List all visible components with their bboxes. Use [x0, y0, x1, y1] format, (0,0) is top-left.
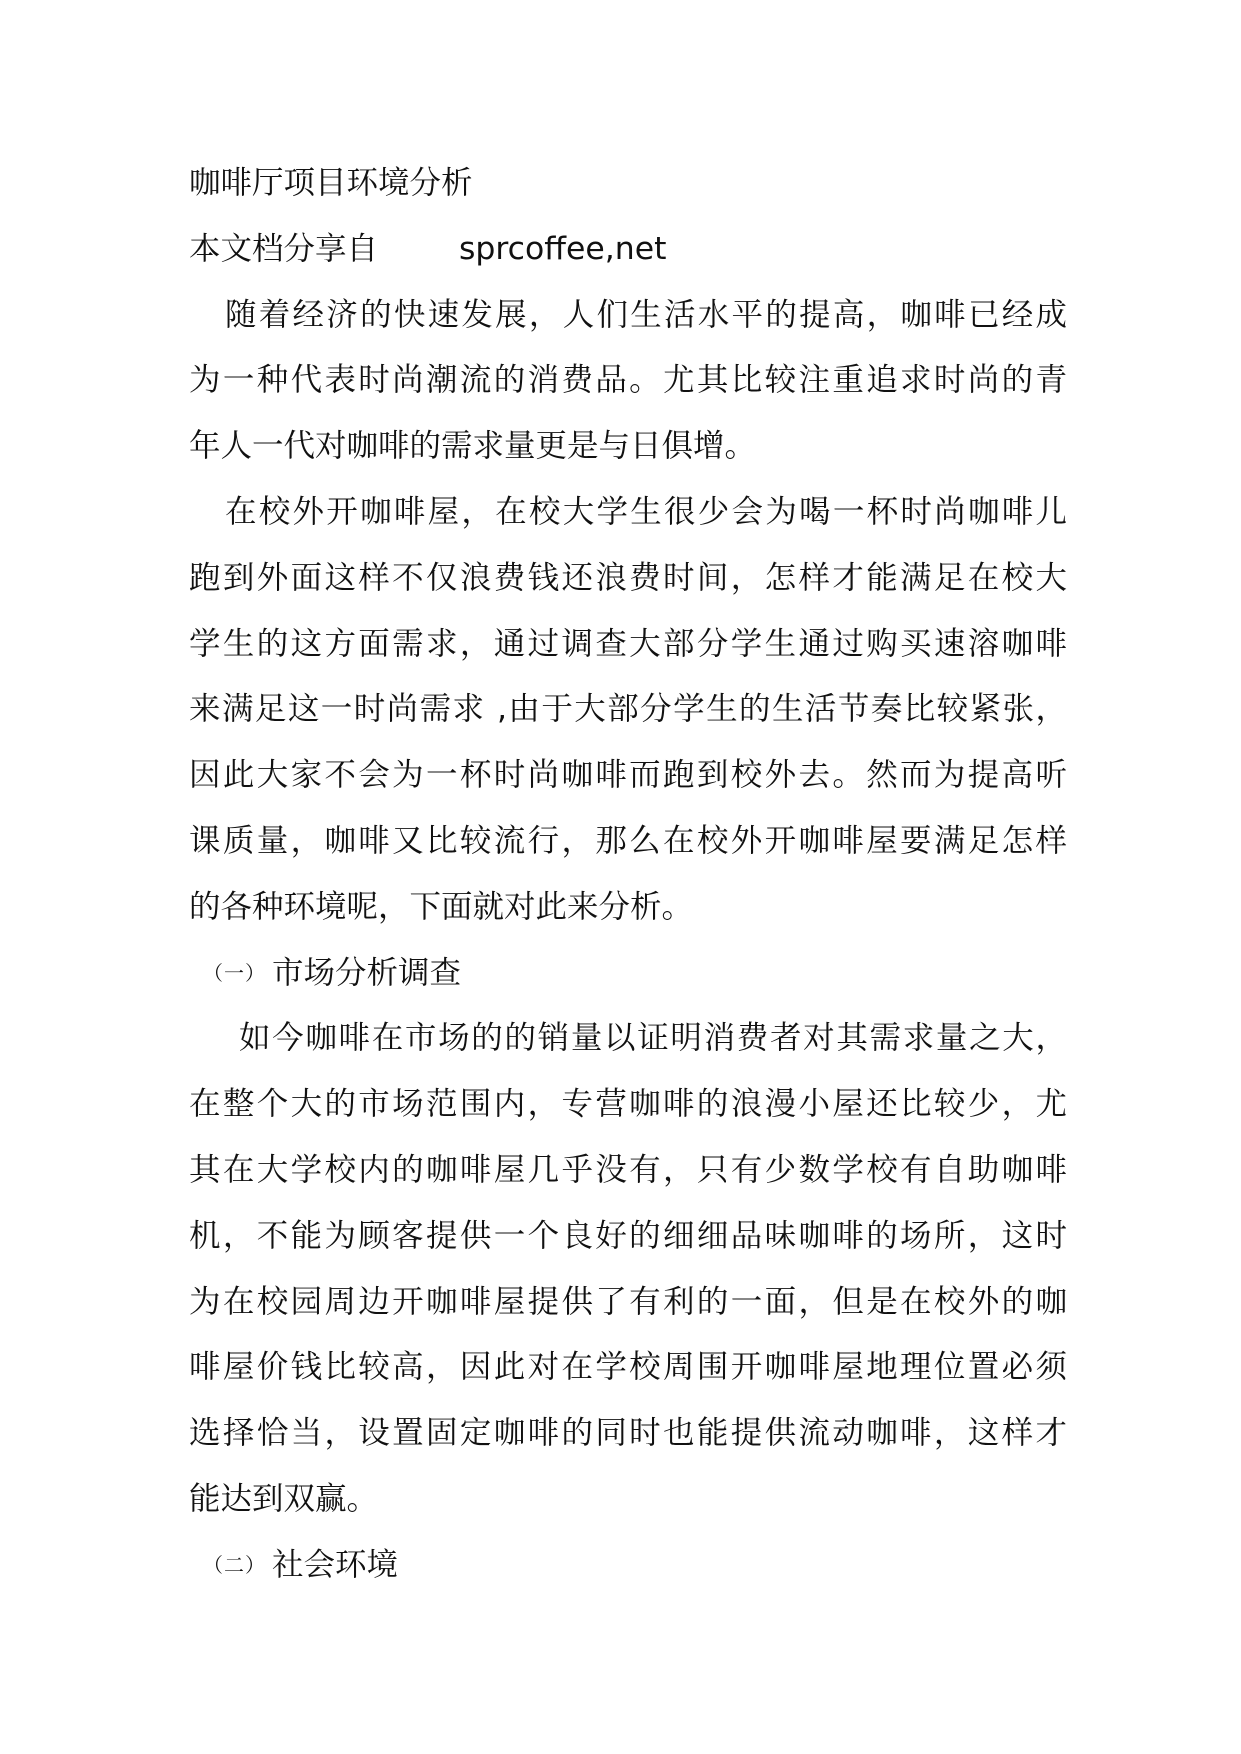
paragraph-line: 为一种代表时尚潮流的消费品。尤其比较注重追求时尚的青	[189, 362, 1067, 399]
heading-number: （一）	[203, 960, 266, 985]
heading-text: 市场分析调查	[272, 954, 462, 991]
document-title: 咖啡厅项目环境分析	[189, 165, 473, 201]
paragraph-line: 机，不能为顾客提供一个良好的细细品味咖啡的场所，这时	[189, 1217, 1067, 1254]
heading-text: 社会环境	[272, 1546, 399, 1583]
paragraph-line: 啡屋价钱比较高，因此对在学校周围开咖啡屋地理位置必须	[189, 1349, 1067, 1386]
paragraph-line: 学生的这方面需求，通过调查大部分学生通过购买速溶咖啡	[189, 625, 1067, 662]
paragraph-line: 来满足这一时尚需求 ,由于大部分学生的生活节奏比较紧张，	[189, 691, 1067, 728]
source-label: 本文档分享自	[189, 230, 379, 267]
paragraph-line: 如今咖啡在市场的的销量以证明消费者对其需求量之大，	[239, 1020, 1067, 1057]
heading-number: （二）	[203, 1552, 266, 1577]
paragraph-line: 因此大家不会为一杯时尚咖啡而跑到校外去。然而为提高听	[189, 757, 1067, 794]
paragraph-line: 课质量，咖啡又比较流行，那么在校外开咖啡屋要满足怎样	[189, 822, 1067, 859]
source-site-link: sprcoffee,net	[459, 230, 667, 267]
paragraph-line: 随着经济的快速发展，人们生活水平的提高，咖啡已经成	[225, 296, 1067, 333]
section-heading	[189, 1533, 1067, 1599]
paragraph	[189, 1006, 1067, 1532]
paragraph-line: 选择恰当，设置固定咖啡的同时也能提供流动咖啡，这样才	[189, 1415, 1067, 1452]
paragraph-line: 的各种环境呢，下面就对此来分析。	[189, 888, 694, 925]
source-line	[189, 217, 1067, 283]
paragraph	[189, 283, 1067, 480]
paragraph-line: 其在大学校内的咖啡屋几乎没有，只有少数学校有自助咖啡	[189, 1151, 1067, 1188]
section-heading	[189, 941, 1067, 1007]
paragraph-line: 为在校园周边开咖啡屋提供了有利的一面，但是在校外的咖	[189, 1283, 1067, 1320]
paragraph-line: 在整个大的市场范围内，专营咖啡的浪漫小屋还比较少，尤	[189, 1086, 1067, 1123]
paragraph-line: 在校外开咖啡屋，在校大学生很少会为喝一杯时尚咖啡儿	[225, 493, 1067, 530]
paragraph	[189, 480, 1067, 941]
paragraph-line: 跑到外面这样不仅浪费钱还浪费时间，怎样才能满足在校大	[189, 559, 1067, 596]
paragraph-line: 能达到双赢。	[189, 1480, 379, 1517]
document-page	[189, 151, 1067, 1599]
paragraph-line: 年人一代对咖啡的需求量更是与日俱增。	[189, 428, 757, 465]
